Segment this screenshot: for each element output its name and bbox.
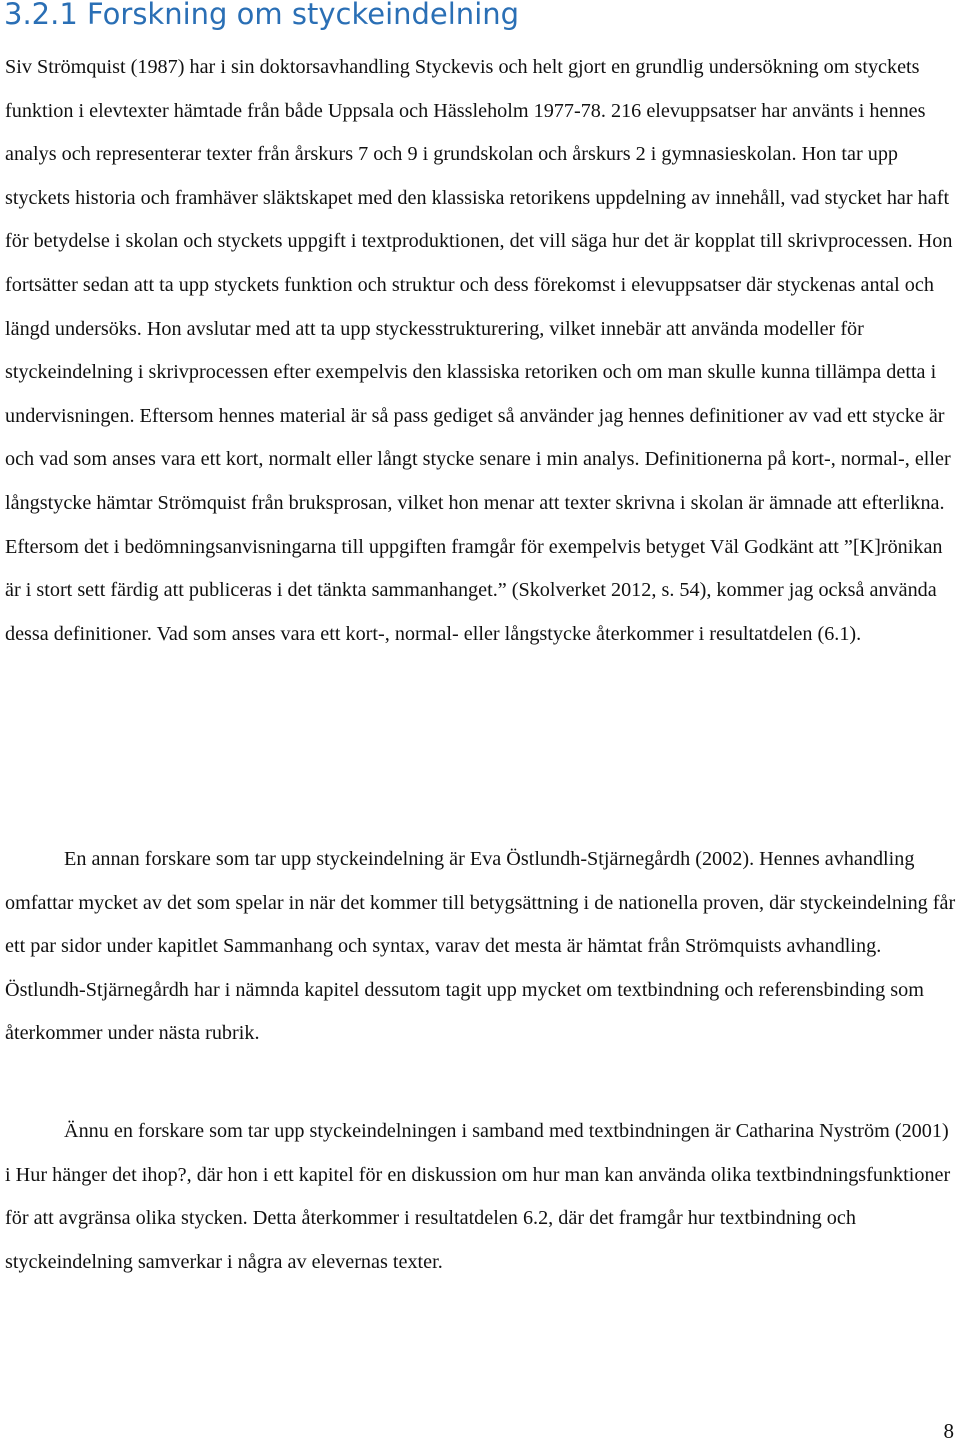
page-number: 8 — [943, 1419, 954, 1443]
paragraph-stromquist: Siv Strömquist (1987) har i sin doktorsavhandling Styckevis och helt gjort en grundlig undersökning om styckets funktion i elevtexter hämtade från både Uppsala och Hässleholm 1977-78. 216 elevuppsatser har använts i hennes analys och representerar texter från årskurs 7 och 9 i grundskolan och årskurs 2 i gymnasieskolan. Hon tar upp styckets historia och framhäver släktskapet med den klassiska retorikens uppdelning av innehåll, vad stycket har haft för betydelse i skolan och styckets uppgift i textproduktionen, det vill säga hur det är kopplat till skrivprocessen. Hon fortsätter sedan att ta upp styckets funktion och struktur och dess förekomst i elevuppsatser där styckenas antal och längd undersöks. Hon avslutar med att ta upp styckesstrukturering, vilket innebär att använda modeller för styckeindelning i skrivprocessen efter exempelvis den klassiska retoriken och om man skulle kunna tillämpa detta i undervisningen. Eftersom hennes material är så pass gediget så använder jag hennes definitioner av vad ett stycke är och vad som anses vara ett kort, normalt eller långt stycke senare i min analys. Definitionerna på kort-, normal-, eller långstycke hämtar Strömquist från bruksprosan, vilket hon menar att texter skrivna i skolan är ämnade att efterlikna. Eftersom det i bedömningsanvisningarna till uppgiften framgår för exempelvis betyget Väl Godkänt att ”[K]rönikan är i stort sett färdig att publiceras i det tänkta sammanhanget.” (Skolverket 2012, s. 54), kommer jag också använda dessa definitioner. Vad som anses vara ett kort-, normal- eller långstycke återkommer i resultatdelen (6.1). — [5, 56, 953, 645]
section-heading: 3.2.1 Forskning om styckeindelning — [4, 0, 520, 31]
paragraph-ostlundh: En annan forskare som tar upp styckeindelning är Eva Östlundh-Stjärnegårdh (2002). Hennes avhandling omfattar mycket av det som spelar in när det kommer till betygsättning i de nationella proven, där styckeindelning får ett par sidor under kapitlet Sammanhang och syntax, varav det mesta är hämtat från Strömquists avhandling. Östlundh-Stjärnegårdh har i nämnda kapitel dessutom tagit upp mycket om textbindning och referensbinding som återkommer under nästa rubrik. — [5, 848, 956, 1045]
paragraph-nystrom: Ännu en forskare som tar upp styckeindelningen i samband med textbindningen är Catharina Nyström (2001) i Hur hänger det ihop?, där hon i ett kapitel för en diskussion om hur man kan använda olika textbindningsfunktioner för att avgränsa olika stycken. Detta återkommer i resultatdelen 6.2, där det framgår hur textbindning och styckeindelning samverkar i några av elevernas texter. — [5, 1120, 951, 1273]
